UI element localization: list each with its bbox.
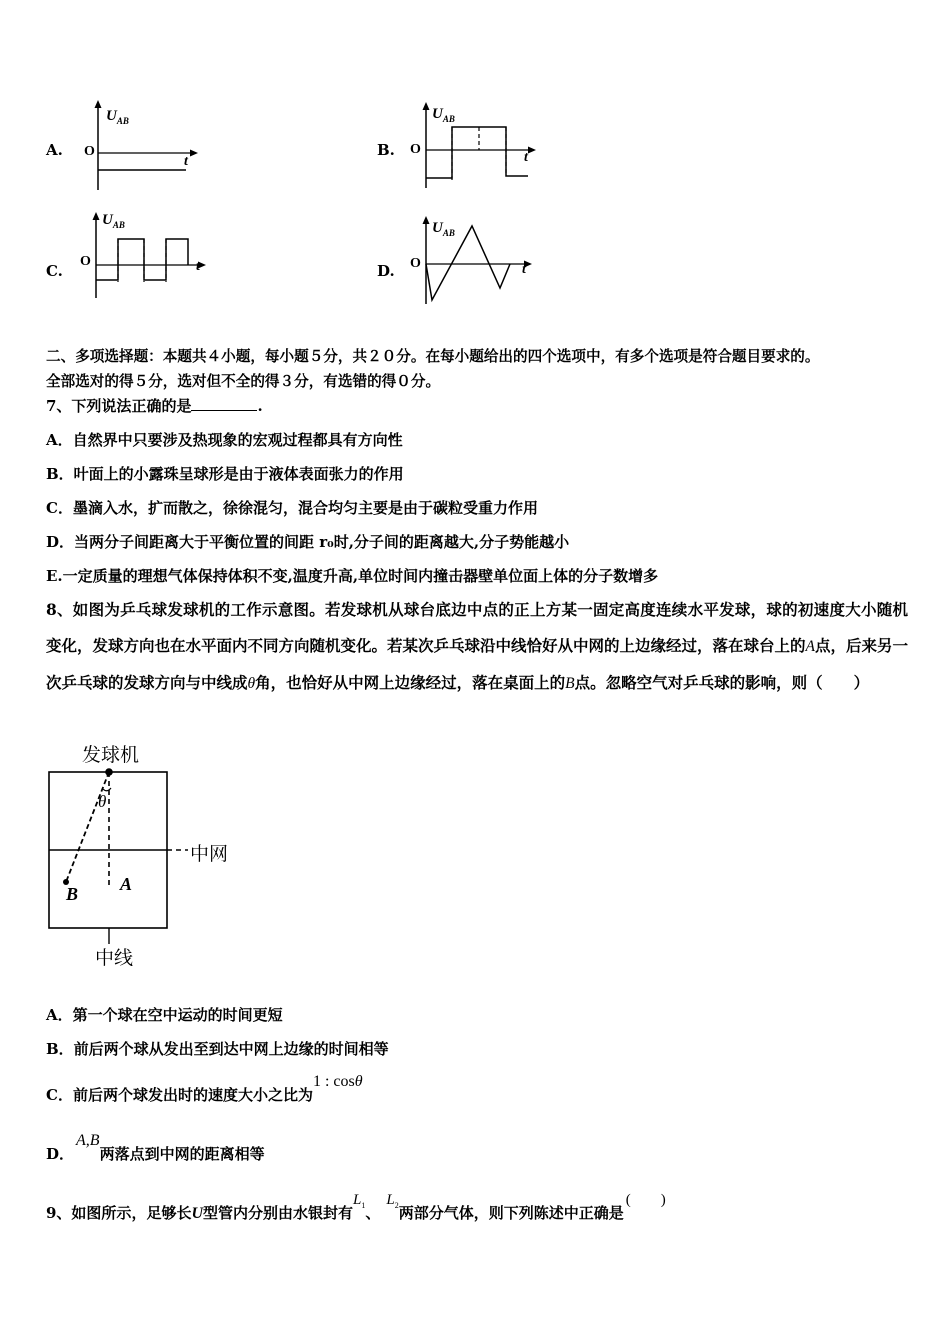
q8-fig-point-a-label: A [120,874,133,894]
graph-b-y-sub: AB [442,114,455,124]
q8-point-b: B [565,675,575,692]
q8-option-c [46,1073,363,1105]
q7-stem-end: . [257,397,263,415]
q8-stem-part1: 8、如图为乒乓球发球机的工作示意图。若发球机从球台底边中点的正上方某一固定高度连续水平发球，球的初速度大小随机变化，发球方向也在水平面内不同方向随机变化。若某次乒乓球沿中线恰好从中网的上边缘经过，落在球台上的 [46,600,908,655]
q8-option-d-label: D． [46,1145,75,1163]
q9-stem-pre: 9、如图所示，足够长 [46,1204,192,1222]
q8-fig-net-label: 中网 [190,843,229,865]
graph-c-origin: O [80,254,91,269]
q8-option-c-ratio: 1 : cos [312,1073,355,1090]
q9-stem-post: 两部分气体，则下列陈述中正确是 [398,1204,624,1222]
graph-d-y-label: U [432,220,443,236]
graph-b-origin: O [410,142,421,157]
graph-c-y-label: U [102,212,113,228]
graph-b-x-label: t [524,150,528,165]
q9-paren: ( ) [625,1192,666,1208]
graph-c [76,210,216,304]
q9-l2-sub: 2 [394,1201,399,1210]
graph-a-x-label: t [184,154,188,169]
q7-stem [46,395,263,416]
q8-option-c-text: C．前后两个球发出时的速度大小之比为 [46,1086,313,1104]
q8-option-b: B．前后两个球从发出至到达中网上边缘的时间相等 [46,1040,389,1058]
graph-a-origin: O [84,144,95,159]
q7-option-a: A．自然界中只要涉及热现象的宏观过程都具有方向性 [46,431,403,449]
q7-answer-blank [191,396,257,411]
q9-l1-sub: 1 [361,1201,366,1210]
q8-figure [40,738,250,970]
graph-b [406,100,546,194]
q9-separator: 、 [365,1204,381,1222]
graph-a-y-sub: AB [116,116,129,126]
q8-option-d [46,1132,265,1164]
q9-stem [46,1192,666,1224]
q8-fig-machine-label: 发球机 [82,744,140,766]
q8-fig-theta-label: θ [98,792,107,811]
q8-fig-point-b-label: B [66,884,79,904]
q8-stem [46,592,908,702]
graph-b-y-label: U [432,106,443,122]
q8-option-d-points: A,B [76,1132,100,1149]
graph-option-c-label: C. [46,262,63,280]
q8-stem-part4: 点。忽略空气对乒乓球的影响，则（ ） [574,673,870,692]
q9-l2: L [386,1192,395,1208]
q8-theta: θ [247,675,256,692]
graph-d-x-label: t [522,262,526,277]
q7-stem-text: 7、下列说法正确的是 [46,397,192,415]
q8-stem-part2: 点，后来另一次乒乓球的发球方向与中线成 [46,636,908,692]
graph-d-origin: O [410,256,421,271]
q7-option-b: B．叶面上的小露珠呈球形是由于液体表面张力的作用 [46,465,404,483]
q8-point-a: A [805,638,815,655]
graph-d [406,214,546,310]
graph-option-b-label: B. [377,141,395,159]
q7-option-c: C．墨滴入水，扩而散之，徐徐混匀，混合均匀主要是由于碳粒受重力作用 [46,499,538,517]
graph-a-y-label: U [106,108,117,124]
graph-a [78,98,208,197]
q7-option-e: E.一定质量的理想气体保持体积不变,温度升高,单位时间内撞击器壁单位面上体的分子数增多 [46,567,659,585]
graph-option-d-label: D. [377,262,395,280]
q8-option-d-text: 两落点到中网的距离相等 [99,1145,265,1163]
graph-c-x-label: t [196,259,200,274]
q9-u: U [191,1205,204,1222]
q9-l1: L [353,1192,362,1208]
section2-line1: 二、多项选择题：本题共４小题，每小题５分，共２０分。在每小题给出的四个选项中，有多个选项是符合题目要求的。 [46,348,820,365]
graph-option-a-label: A. [46,141,63,159]
q8-option-c-theta: θ [354,1073,363,1090]
q8-fig-centerline-label: 中线 [95,947,134,969]
section2-line2: 全部选对的得５分，选对但不全的得３分，有选错的得０分。 [46,373,441,390]
q9-stem-mid: 型管内分别由水银封有 [203,1204,354,1222]
q7-option-d: D．当两分子间距离大于平衡位置的间距 r₀时,分子间的距离越大,分子势能越小 [46,533,570,551]
q8-option-a: A．第一个球在空中运动的时间更短 [46,1006,283,1024]
q8-stem-part3: 角，也恰好从中网上边缘经过，落在桌面上的 [255,673,566,692]
graph-c-y-sub: AB [112,220,125,230]
graph-d-y-sub: AB [442,228,455,238]
